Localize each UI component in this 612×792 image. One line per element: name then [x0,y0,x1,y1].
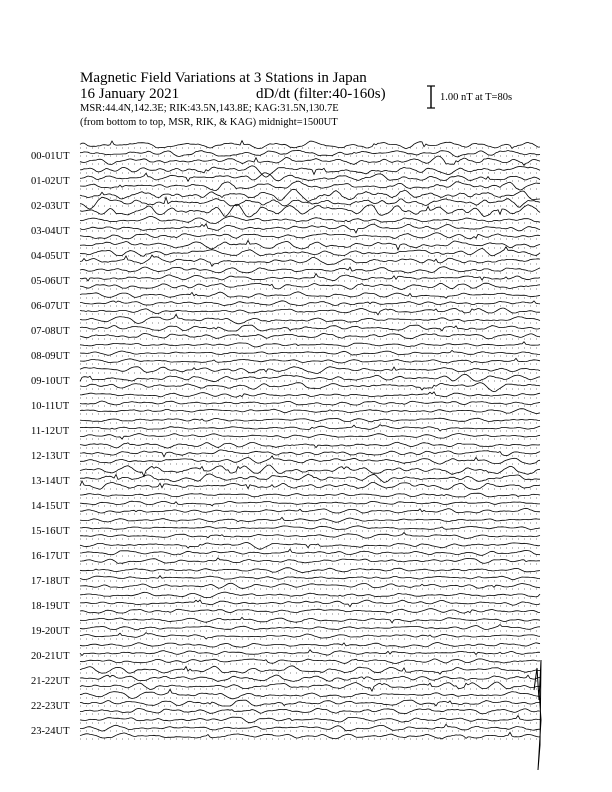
trace-RIK-05-06UT [80,274,540,281]
trace-MSR-14-15UT [80,508,540,513]
trace-KAG-10-11UT [80,392,540,397]
trace-RIK-17-18UT [80,576,540,580]
trace-RIK-22-23UT [80,700,540,706]
hour-label-00-01UT: 00-01UT [31,151,70,162]
trace-RIK-09-10UT [80,374,540,381]
hour-label-21-22UT: 21-22UT [31,676,70,687]
hour-label-04-05UT: 04-05UT [31,251,70,262]
trace-MSR-15-16UT [80,533,540,539]
hour-label-23-24UT: 23-24UT [31,726,70,737]
hour-label-12-13UT: 12-13UT [31,451,70,462]
trace-MSR-22-23UT [80,708,540,714]
hour-label-16-17UT: 16-17UT [31,551,70,562]
trace-RIK-02-03UT [80,197,540,209]
trace-MSR-21-22UT [80,682,540,691]
trace-KAG-01-02UT [80,166,540,177]
trace-RIK-14-15UT [80,501,540,505]
trace-KAG-12-13UT [80,442,540,448]
trace-KAG-22-23UT [80,689,540,698]
scale-bar-label: 1.00 nT at T=80s [440,92,513,103]
trace-KAG-21-22UT [80,666,540,674]
trace-RIK-01-02UT [80,173,540,181]
trace-RIK-12-13UT [80,450,540,457]
trace-KAG-16-17UT [80,543,540,550]
trace-RIK-00-01UT [80,150,540,157]
trace-RIK-04-05UT [80,247,540,256]
trace-MSR-06-07UT [80,308,540,315]
trace-RIK-11-12UT [80,425,540,431]
trace-MSR-02-03UT [80,204,540,217]
trace-KAG-23-24UT [80,716,540,723]
trace-MSR-10-11UT [80,409,540,414]
trace-MSR-19-20UT [80,633,540,639]
hour-label-05-06UT: 05-06UT [31,276,70,287]
trace-MSR-23-24UT [80,732,540,739]
trace-KAG-06-07UT [80,292,540,298]
trace-KAG-20-21UT [80,643,540,648]
trace-MSR-18-19UT [80,609,540,614]
trace-order-note: (from bottom to top, MSR, RIK, & KAG) midnight=1500UT [80,117,338,128]
trace-KAG-15-16UT [80,517,540,522]
hour-label-22-23UT: 22-23UT [31,701,70,712]
hour-label-03-04UT: 03-04UT [31,226,70,237]
chart-title: Magnetic Field Variations at 3 Stations in Japan [80,70,367,86]
hour-label-01-02UT: 01-02UT [31,176,70,187]
trace-MSR-12-13UT [80,456,540,464]
trace-KAG-00-01UT [80,141,540,149]
hour-label-07-08UT: 07-08UT [31,326,70,337]
trace-RIK-15-16UT [80,526,540,530]
trace-KAG-02-03UT [80,189,540,201]
trace-MSR-05-06UT [80,283,540,289]
trace-KAG-17-18UT [80,568,540,573]
trace-MSR-00-01UT [80,156,540,165]
trace-MSR-01-02UT [80,181,540,191]
trace-spike-end [534,660,541,770]
hour-label-14-15UT: 14-15UT [31,501,70,512]
hour-label-20-21UT: 20-21UT [31,651,70,662]
trace-RIK-18-19UT [80,600,540,607]
trace-KAG-08-09UT [80,342,540,347]
trace-KAG-14-15UT [80,493,540,497]
trace-MSR-04-05UT [80,255,540,266]
hour-label-17-18UT: 17-18UT [31,576,70,587]
chart-date: 16 January 2021 [80,86,180,102]
hour-label-08-09UT: 08-09UT [31,351,70,362]
trace-MSR-03-04UT [80,233,540,239]
trace-KAG-04-05UT [80,240,540,250]
trace-MSR-11-12UT [80,434,540,439]
hour-label-13-14UT: 13-14UT [31,476,70,487]
hour-label-09-10UT: 09-10UT [31,376,70,387]
trace-MSR-09-10UT [80,383,540,392]
trace-RIK-19-20UT [80,625,540,630]
trace-RIK-20-21UT [80,650,540,656]
hour-label-10-11UT: 10-11UT [31,401,70,412]
trace-MSR-13-14UT [80,481,540,490]
trace-RIK-13-14UT [80,474,540,483]
hour-label-18-19UT: 18-19UT [31,601,70,612]
trace-KAG-19-20UT [80,617,540,622]
trace-KAG-07-08UT [80,314,540,323]
hour-label-19-20UT: 19-20UT [31,626,70,637]
station-coordinates: MSR:44.4N,142.3E; RIK:43.5N,143.8E; KAG:31.5N,130.7E [80,103,339,114]
trace-RIK-10-11UT [80,401,540,405]
trace-KAG-05-06UT [80,267,540,273]
trace-RIK-23-24UT [80,724,540,731]
hour-label-06-07UT: 06-07UT [31,301,70,312]
trace-RIK-21-22UT [80,675,540,682]
trace-RIK-08-09UT [80,350,540,355]
trace-RIK-03-04UT [80,224,540,233]
trace-RIK-07-08UT [80,325,540,331]
hour-label-02-03UT: 02-03UT [31,201,70,212]
trace-MSR-07-08UT [80,333,540,339]
trace-MSR-17-18UT [80,583,540,588]
trace-KAG-09-10UT [80,367,540,374]
trace-RIK-16-17UT [80,549,540,555]
trace-KAG-18-19UT [80,592,540,598]
trace-RIK-06-07UT [80,301,540,306]
trace-KAG-11-12UT [80,418,540,422]
hour-label-11-12UT: 11-12UT [31,426,70,437]
trace-KAG-03-04UT [80,216,540,223]
chart-quantity: dD/dt (filter:40-160s) [256,86,386,102]
trace-MSR-08-09UT [80,358,540,363]
trace-MSR-16-17UT [80,558,540,564]
trace-MSR-20-21UT [80,659,540,664]
hour-label-15-16UT: 15-16UT [31,526,70,537]
